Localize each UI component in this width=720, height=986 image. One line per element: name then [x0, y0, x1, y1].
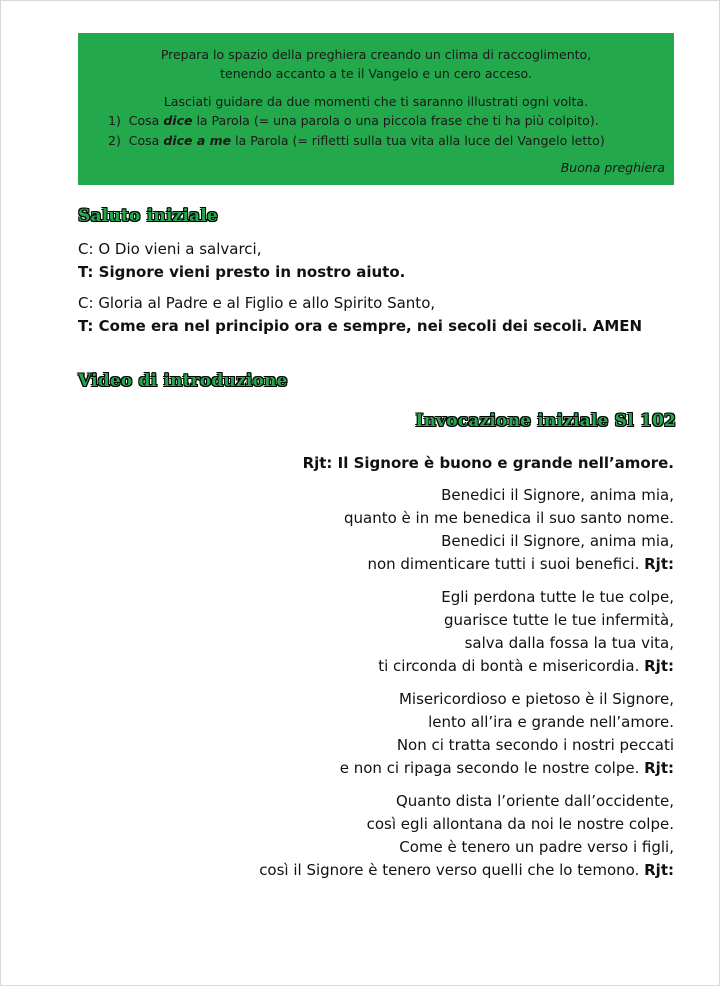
dialogue-line: T: Come era nel principio ora e sempre, nei secoli dei secoli. AMEN: [78, 317, 643, 335]
intro-list-item-2: [108, 131, 668, 150]
section-heading-saluto: Saluto iniziale: [78, 206, 218, 226]
psalm-line: Misericordioso e pietoso è il Signore,: [398, 690, 674, 708]
psalm-line: così il Signore è tenero verso quelli che lo temono. Rjt:: [259, 861, 674, 879]
intro-line: Lasciati guidare da due momenti che ti saranno illustrati ogni volta.: [163, 94, 589, 109]
psalm-line: Come è tenero un padre verso i figli,: [399, 838, 674, 856]
intro-line: tenendo accanto a te il Vangelo e un cero acceso.: [220, 66, 532, 81]
psalm-line: Egli perdona tutte le tue colpe,: [441, 588, 674, 606]
dialogue-line: C: Gloria al Padre e al Figlio e allo Spirito Santo,: [78, 294, 436, 312]
section-heading-invocazione: Invocazione iniziale Sl 102: [415, 411, 676, 431]
list-number: 1): [108, 113, 121, 128]
psalm-line: non dimenticare tutti i suoi benefici. Rjt:: [367, 555, 674, 573]
psalm-line: Quanto dista l’oriente dall’occidente,: [395, 792, 674, 810]
psalm-line: lento all’ira e grande nell’amore.: [428, 713, 674, 731]
psalm-line: Benedici il Signore, anima mia,: [441, 486, 674, 504]
psalm-line: guarisce tutte le tue infermità,: [443, 611, 674, 629]
psalm-line: così egli allontana da noi le nostre colpe.: [366, 815, 674, 833]
list-number: 2): [108, 133, 121, 148]
psalm-line: Non ci tratta secondo i nostri peccati: [396, 736, 674, 754]
psalm-line: quanto è in me benedica il suo santo nome.: [344, 509, 674, 527]
list-text: Cosa: [128, 113, 160, 128]
intro-box: [78, 33, 674, 185]
psalm-line: Benedici il Signore, anima mia,: [441, 532, 674, 550]
signoff: Buona preghiera: [560, 160, 665, 175]
refrain: Rjt: Il Signore è buono e grande nell’amore.: [302, 454, 674, 472]
dialogue-line: T: Signore vieni presto in nostro aiuto.: [78, 263, 406, 281]
emphasis-text: dice: [163, 113, 193, 128]
list-text: la Parola (= rifletti sulla tua vita alla luce del Vangelo letto): [235, 133, 605, 148]
list-text: la Parola (= una parola o una piccola frase che ti ha più colpito).: [196, 113, 599, 128]
intro-list-item-1: [108, 111, 668, 130]
list-text: Cosa: [128, 133, 160, 148]
psalm-line: salva dalla fossa la tua vita,: [464, 634, 674, 652]
dialogue-line: C: O Dio vieni a salvarci,: [78, 240, 262, 258]
psalm-line: ti circonda di bontà e misericordia. Rjt:: [378, 657, 674, 675]
emphasis-text: dice a me: [163, 133, 232, 148]
intro-line: Prepara lo spazio della preghiera creando un clima di raccoglimento,: [160, 47, 592, 62]
section-heading-video: Video di introduzione: [78, 371, 288, 391]
psalm-line: e non ci ripaga secondo le nostre colpe. Rjt:: [339, 759, 674, 777]
